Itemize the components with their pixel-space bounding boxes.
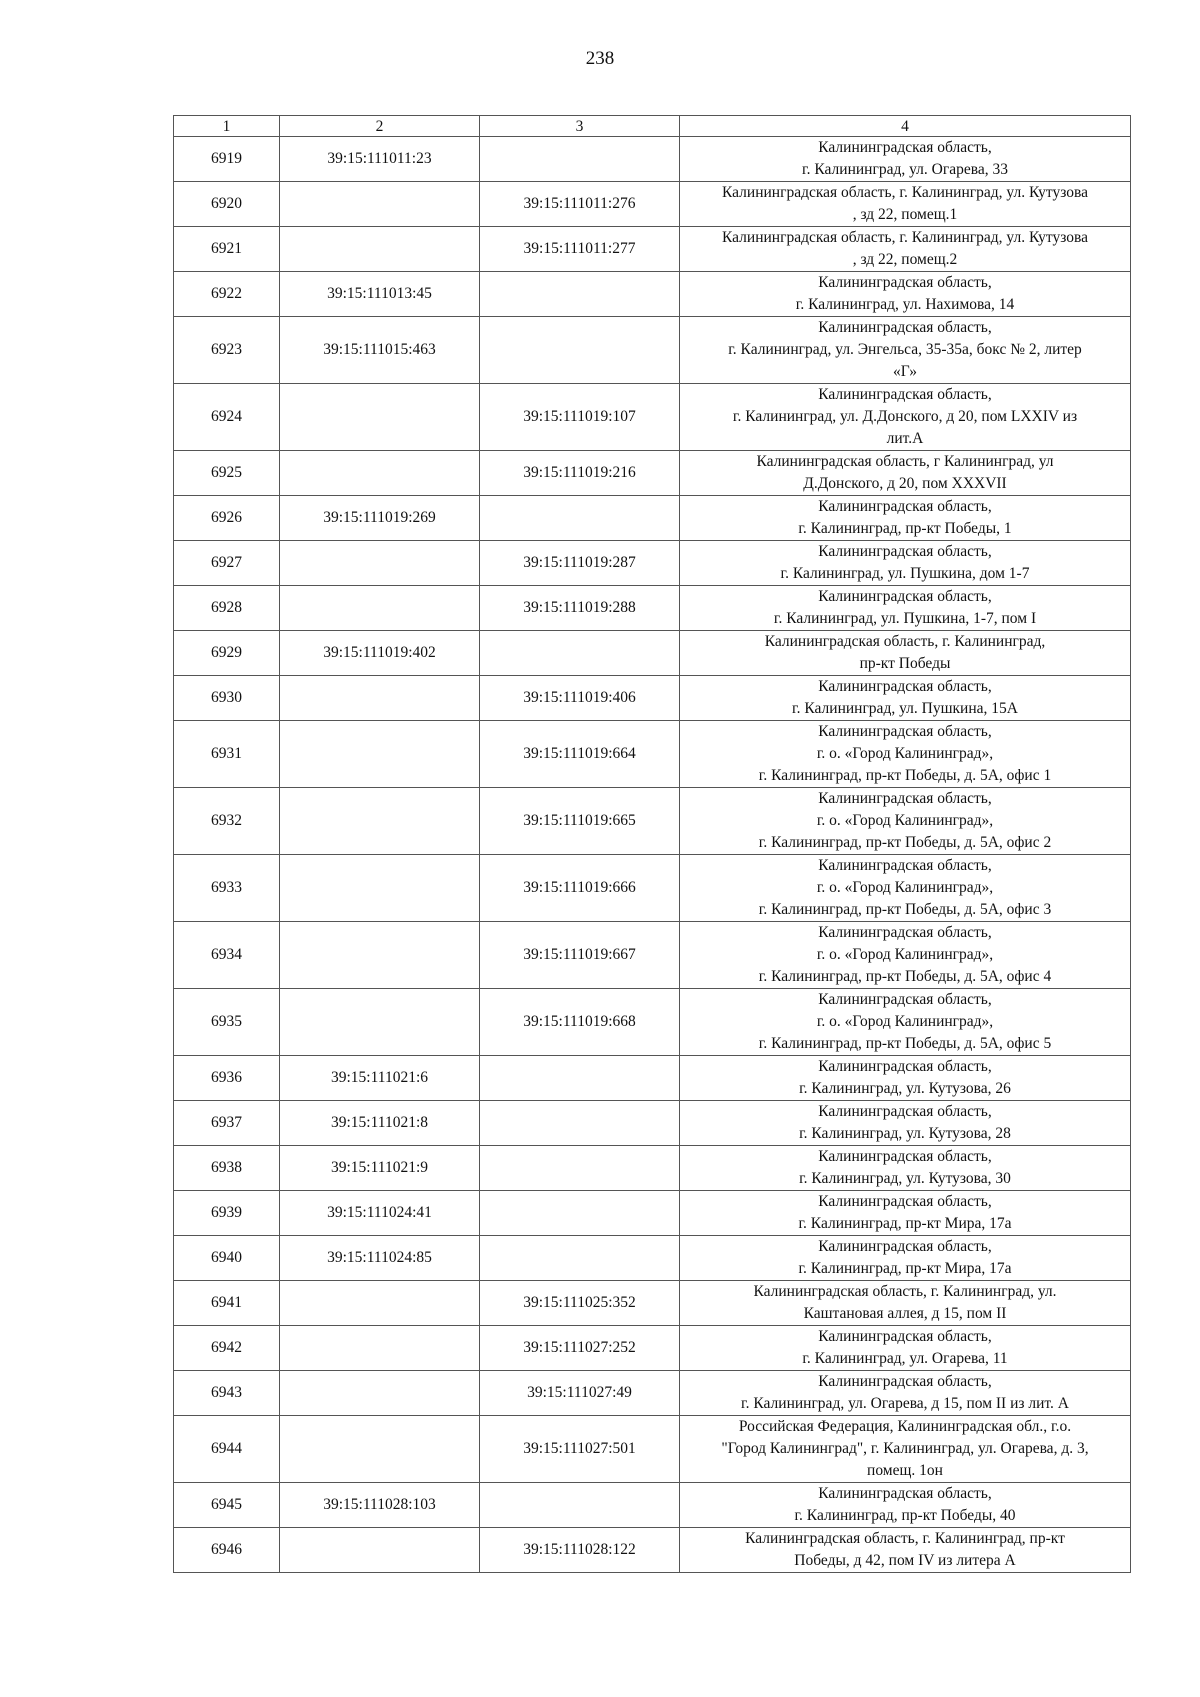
building-number-cell: 39:15:111011:277 (480, 227, 680, 272)
parcel-number-cell: 39:15:111019:269 (280, 496, 480, 541)
parcel-number-cell (280, 586, 480, 631)
address-cell (680, 1191, 1131, 1236)
row-number-cell: 6944 (174, 1416, 280, 1483)
parcel-number-cell: 39:15:111021:9 (280, 1146, 480, 1191)
row-number-cell: 6937 (174, 1101, 280, 1146)
table-row (174, 384, 1131, 451)
address-line: г. Калининград, ул. Пушкина, 1-7, пом I (773, 610, 1037, 627)
table-header (174, 116, 1131, 137)
address-line: Калининградская область, (818, 1485, 992, 1502)
parcel-number-cell (280, 227, 480, 272)
building-number-cell (480, 272, 680, 317)
parcel-number-cell (280, 182, 480, 227)
address-line: Калининградская область, г Калининград, ул (756, 453, 1054, 470)
address-line: Калининградская область, (818, 543, 992, 560)
address-cell (680, 1146, 1131, 1191)
table-row (174, 1416, 1131, 1483)
address-line: Калининградская область, (818, 790, 992, 807)
parcel-number-cell (280, 721, 480, 788)
row-number-cell: 6942 (174, 1326, 280, 1371)
parcel-number-cell (280, 676, 480, 721)
address-cell (680, 1371, 1131, 1416)
row-number-cell: 6940 (174, 1236, 280, 1281)
table-row (174, 137, 1131, 182)
row-number-cell: 6945 (174, 1483, 280, 1528)
row-number-cell: 6926 (174, 496, 280, 541)
table-row (174, 227, 1131, 272)
table-row (174, 989, 1131, 1056)
row-number-cell: 6925 (174, 451, 280, 496)
address-line: г. Калининград, ул. Огарева, 33 (802, 161, 1008, 178)
parcel-number-cell: 39:15:111015:463 (280, 317, 480, 384)
address-cell (680, 541, 1131, 586)
table-row (174, 1101, 1131, 1146)
address-line: Калининградская область, (818, 139, 992, 156)
address-cell (680, 676, 1131, 721)
row-number-cell: 6919 (174, 137, 280, 182)
address-cell (680, 1056, 1131, 1101)
address-line: Калининградская область, (818, 723, 992, 740)
row-number-cell: 6920 (174, 182, 280, 227)
address-line: "Город Калининград", г. Калининград, ул. Огарева, д. 3, (721, 1440, 1089, 1457)
address-line: Калининградская область, (818, 1373, 992, 1390)
address-line: г. Калининград, пр-кт Мира, 17а (798, 1215, 1012, 1232)
row-number-cell: 6935 (174, 989, 280, 1056)
address-cell (680, 182, 1131, 227)
parcel-number-cell: 39:15:111013:45 (280, 272, 480, 317)
building-number-cell: 39:15:111011:276 (480, 182, 680, 227)
parcel-number-cell: 39:15:111021:6 (280, 1056, 480, 1101)
address-line: г. Калининград, ул. Кутузова, 30 (799, 1170, 1011, 1187)
address-line: г. Калининград, пр-кт Победы, д. 5А, офис 1 (758, 767, 1052, 784)
address-line: г. Калининград, ул. Пушкина, 15А (792, 700, 1018, 717)
building-number-cell (480, 137, 680, 182)
address-cell (680, 1101, 1131, 1146)
column-header-3: 3 (480, 116, 680, 137)
table-row (174, 586, 1131, 631)
address-line: г. Калининград, пр-кт Победы, д. 5А, офис 2 (758, 834, 1052, 851)
row-number-cell: 6932 (174, 788, 280, 855)
row-number-cell: 6946 (174, 1528, 280, 1573)
address-line: г. Калининград, ул. Пушкина, дом 1-7 (780, 565, 1030, 582)
address-line: г. Калининград, пр-кт Победы, д. 5А, офис 5 (758, 1035, 1052, 1052)
table-row (174, 721, 1131, 788)
table-body (174, 137, 1131, 1573)
address-line: Калининградская область, (818, 1148, 992, 1165)
table-row (174, 1146, 1131, 1191)
column-header-2: 2 (280, 116, 480, 137)
building-number-cell: 39:15:111019:288 (480, 586, 680, 631)
row-number-cell: 6922 (174, 272, 280, 317)
address-line: г. Калининград, ул. Энгельса, 35-35а, бокс № 2, литер (728, 341, 1082, 358)
building-number-cell: 39:15:111019:664 (480, 721, 680, 788)
table-row (174, 1483, 1131, 1528)
address-line: г. о. «Город Калининград», (816, 879, 994, 896)
building-number-cell: 39:15:111027:501 (480, 1416, 680, 1483)
address-cell (680, 1416, 1131, 1483)
address-line: г. Калининград, пр-кт Победы, 1 (798, 520, 1012, 537)
address-line: Калининградская область, (818, 1328, 992, 1345)
address-line: г. о. «Город Калининград», (816, 745, 994, 762)
address-line: г. Калининград, пр-кт Победы, д. 5А, офис 4 (758, 968, 1052, 985)
address-line: Калининградская область, г. Калининград, ул. Кутузова (722, 229, 1088, 246)
address-line: Калининградская область, (818, 274, 992, 291)
address-cell (680, 451, 1131, 496)
table-row (174, 922, 1131, 989)
address-cell (680, 922, 1131, 989)
address-line: Калининградская область, (818, 319, 992, 336)
address-line: г. Калининград, пр-кт Мира, 17а (798, 1260, 1012, 1277)
table-row (174, 1281, 1131, 1326)
table-row (174, 676, 1131, 721)
building-number-cell: 39:15:111019:406 (480, 676, 680, 721)
parcel-number-cell (280, 855, 480, 922)
address-line: г. Калининград, ул. Кутузова, 26 (799, 1080, 1011, 1097)
address-line: Калининградская область, (818, 1238, 992, 1255)
building-number-cell (480, 631, 680, 676)
page-number: 238 (585, 48, 615, 69)
parcel-number-cell (280, 788, 480, 855)
building-number-cell (480, 1483, 680, 1528)
building-number-cell (480, 317, 680, 384)
table-row (174, 855, 1131, 922)
address-line: пр-кт Победы (859, 655, 951, 672)
address-line: г. Калининград, пр-кт Победы, д. 5А, офис 3 (758, 901, 1052, 918)
parcel-number-cell (280, 1528, 480, 1573)
table-row (174, 541, 1131, 586)
row-number-cell: 6930 (174, 676, 280, 721)
address-line: помещ. 1он (867, 1462, 943, 1479)
table-row (174, 1326, 1131, 1371)
address-cell (680, 631, 1131, 676)
address-line: , зд 22, помещ.1 (852, 206, 958, 223)
address-cell (680, 317, 1131, 384)
parcel-number-cell (280, 1281, 480, 1326)
building-number-cell (480, 496, 680, 541)
table-row (174, 1236, 1131, 1281)
parcel-number-cell: 39:15:111011:23 (280, 137, 480, 182)
table-row (174, 451, 1131, 496)
column-header-1: 1 (174, 116, 280, 137)
parcel-number-cell (280, 541, 480, 586)
building-number-cell (480, 1146, 680, 1191)
parcel-number-cell: 39:15:111028:103 (280, 1483, 480, 1528)
address-line: Калининградская область, (818, 1058, 992, 1075)
address-cell (680, 384, 1131, 451)
row-number-cell: 6943 (174, 1371, 280, 1416)
row-number-cell: 6933 (174, 855, 280, 922)
building-number-cell: 39:15:111019:216 (480, 451, 680, 496)
parcel-number-cell: 39:15:111024:85 (280, 1236, 480, 1281)
address-line: Калининградская область, (818, 1193, 992, 1210)
parcel-number-cell: 39:15:111021:8 (280, 1101, 480, 1146)
building-number-cell (480, 1191, 680, 1236)
column-header-4: 4 (680, 116, 1131, 137)
row-number-cell: 6924 (174, 384, 280, 451)
table-row (174, 631, 1131, 676)
address-line: Калининградская область, (818, 991, 992, 1008)
building-number-cell (480, 1101, 680, 1146)
row-number-cell: 6927 (174, 541, 280, 586)
row-number-cell: 6923 (174, 317, 280, 384)
address-cell (680, 788, 1131, 855)
address-cell (680, 1483, 1131, 1528)
table-row (174, 496, 1131, 541)
building-number-cell: 39:15:111027:252 (480, 1326, 680, 1371)
table-row (174, 1191, 1131, 1236)
address-line: г. Калининград, ул. Кутузова, 28 (799, 1125, 1011, 1142)
address-cell (680, 496, 1131, 541)
address-line: Победы, д 42, пом IV из литера А (794, 1552, 1016, 1569)
row-number-cell: 6936 (174, 1056, 280, 1101)
address-cell (680, 1236, 1131, 1281)
building-number-cell (480, 1056, 680, 1101)
table-row (174, 317, 1131, 384)
address-line: , зд 22, помещ.2 (852, 251, 958, 268)
parcel-number-cell (280, 989, 480, 1056)
address-cell (680, 721, 1131, 788)
header-row (174, 116, 1131, 137)
address-line: Каштановая аллея, д 15, пом II (803, 1305, 1007, 1322)
address-line: г. Калининград, ул. Огарева, 11 (802, 1350, 1008, 1367)
parcel-number-cell (280, 1371, 480, 1416)
address-cell (680, 227, 1131, 272)
parcel-number-cell (280, 451, 480, 496)
registry-table (173, 115, 1131, 1573)
building-number-cell: 39:15:111019:107 (480, 384, 680, 451)
address-cell (680, 989, 1131, 1056)
table-row (174, 182, 1131, 227)
table-row (174, 1371, 1131, 1416)
address-line: Калининградская область, (818, 386, 992, 403)
row-number-cell: 6929 (174, 631, 280, 676)
address-line: Калининградская область, (818, 588, 992, 605)
address-cell (680, 586, 1131, 631)
address-line: г. о. «Город Калининград», (816, 812, 994, 829)
row-number-cell: 6939 (174, 1191, 280, 1236)
address-line: г. Калининград, пр-кт Победы, 40 (794, 1507, 1016, 1524)
row-number-cell: 6931 (174, 721, 280, 788)
table-row (174, 1528, 1131, 1573)
row-number-cell: 6921 (174, 227, 280, 272)
address-cell (680, 855, 1131, 922)
address-cell (680, 1528, 1131, 1573)
parcel-number-cell (280, 1416, 480, 1483)
building-number-cell: 39:15:111019:668 (480, 989, 680, 1056)
address-line: Калининградская область, (818, 678, 992, 695)
address-line: г. Калининград, ул. Д.Донского, д 20, пом LXXIV из (732, 408, 1078, 425)
building-number-cell: 39:15:111025:352 (480, 1281, 680, 1326)
address-line: «Г» (892, 363, 918, 380)
address-line: Калининградская область, г. Калининград, ул. (753, 1283, 1057, 1300)
building-number-cell: 39:15:111019:666 (480, 855, 680, 922)
address-cell (680, 1326, 1131, 1371)
parcel-number-cell: 39:15:111024:41 (280, 1191, 480, 1236)
address-line: Калининградская область, (818, 1103, 992, 1120)
table-row (174, 1056, 1131, 1101)
address-line: Калининградская область, г. Калининград, пр-кт (745, 1530, 1065, 1547)
address-line: г. Калининград, ул. Огарева, д 15, пом II из лит. А (741, 1395, 1069, 1412)
table-row (174, 788, 1131, 855)
parcel-number-cell (280, 922, 480, 989)
parcel-number-cell (280, 384, 480, 451)
address-line: г. о. «Город Калининград», (816, 1013, 994, 1030)
row-number-cell: 6928 (174, 586, 280, 631)
table-row (174, 272, 1131, 317)
row-number-cell: 6941 (174, 1281, 280, 1326)
address-line: Д.Донского, д 20, пом XXXVII (803, 475, 1007, 492)
building-number-cell: 39:15:111028:122 (480, 1528, 680, 1573)
address-line: Калининградская область, (818, 857, 992, 874)
address-cell (680, 1281, 1131, 1326)
address-line: Калининградская область, г. Калининград, (764, 633, 1046, 650)
address-cell (680, 137, 1131, 182)
address-line: Калининградская область, г. Калининград, ул. Кутузова (722, 184, 1088, 201)
address-line: г. о. «Город Калининград», (816, 946, 994, 963)
parcel-number-cell: 39:15:111019:402 (280, 631, 480, 676)
row-number-cell: 6938 (174, 1146, 280, 1191)
address-line: лит.А (886, 430, 924, 447)
address-line: Российская Федерация, Калининградская обл., г.о. (738, 1418, 1072, 1435)
building-number-cell: 39:15:111027:49 (480, 1371, 680, 1416)
address-line: Калининградская область, (818, 924, 992, 941)
parcel-number-cell (280, 1326, 480, 1371)
building-number-cell: 39:15:111019:667 (480, 922, 680, 989)
building-number-cell: 39:15:111019:665 (480, 788, 680, 855)
building-number-cell: 39:15:111019:287 (480, 541, 680, 586)
row-number-cell: 6934 (174, 922, 280, 989)
address-line: Калининградская область, (818, 498, 992, 515)
building-number-cell (480, 1236, 680, 1281)
address-line: г. Калининград, ул. Нахимова, 14 (795, 296, 1015, 313)
address-cell (680, 272, 1131, 317)
